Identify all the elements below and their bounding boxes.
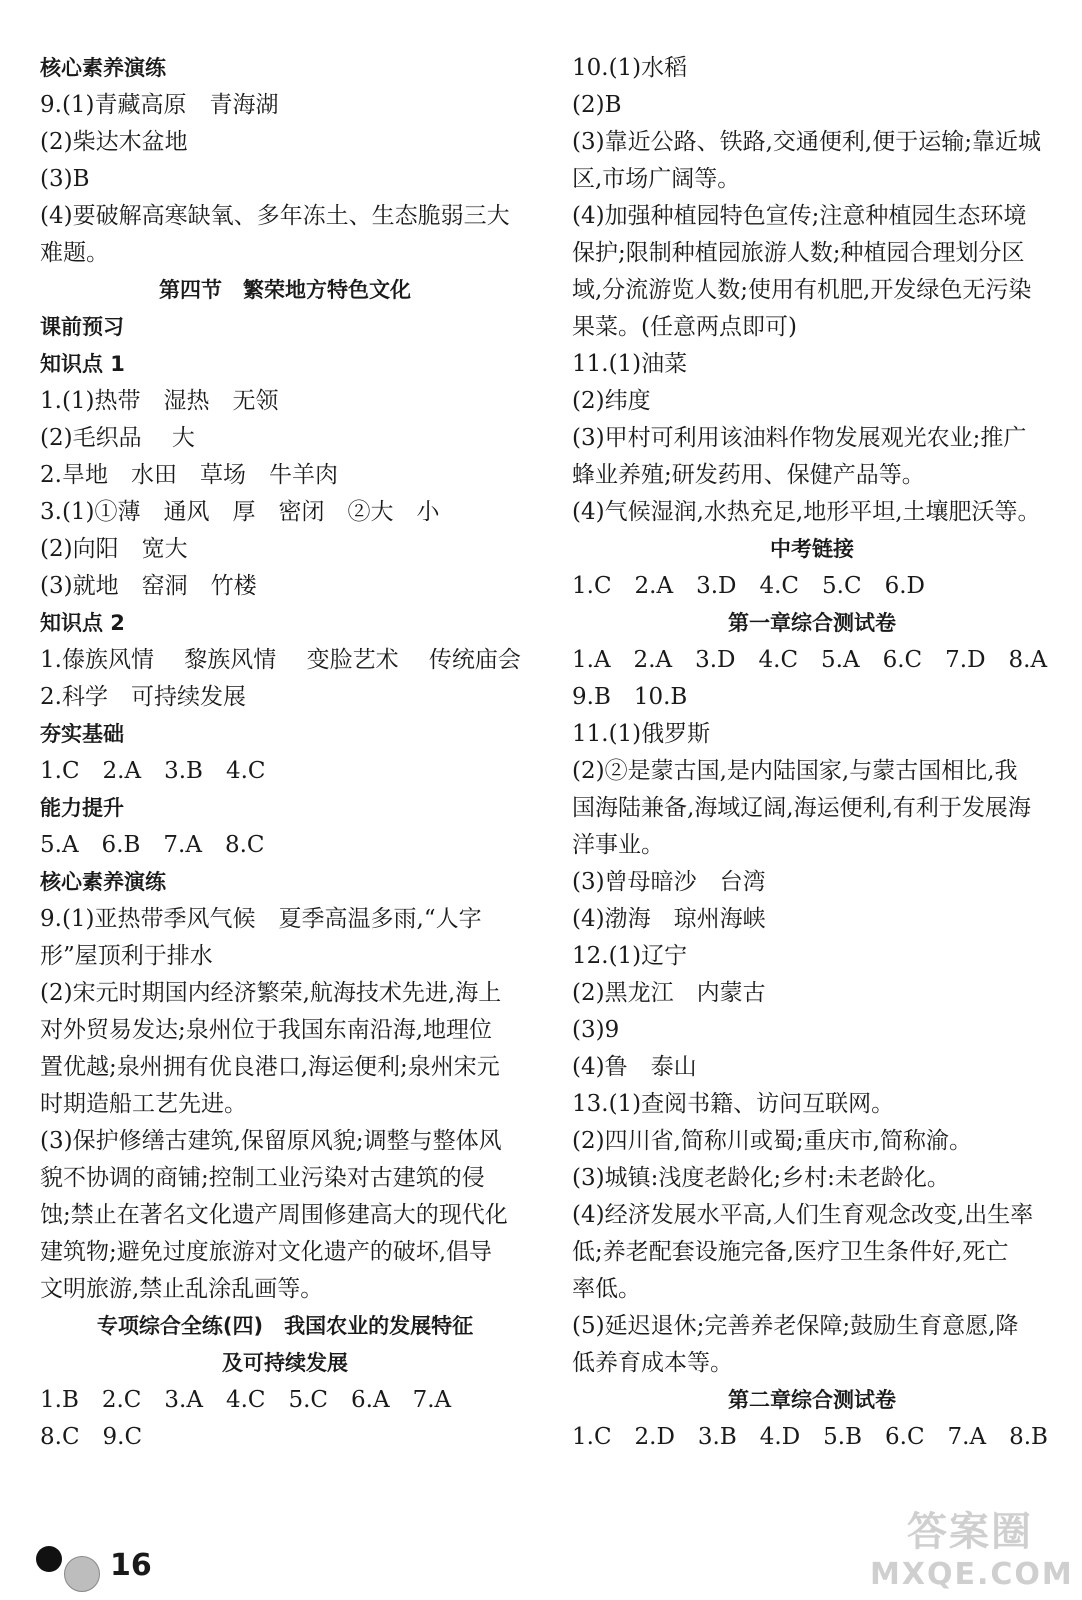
section-heading: 知识点 2 xyxy=(40,611,125,635)
answer-line: (3)就地 窑洞 竹楼 xyxy=(40,573,257,599)
answer-line: (3)靠近公路、铁路,交通便利,便于运输;靠近城 xyxy=(572,129,1041,155)
answer-line: 貌不协调的商铺;控制工业污染对古建筑的侵 xyxy=(40,1165,485,1191)
section-heading: 专项综合全练(四) 我国农业的发展特征 xyxy=(96,1314,474,1338)
answer-line: 建筑物;避免过度旅游对文化遗产的破坏,倡导 xyxy=(40,1239,493,1265)
answer-line: 10.(1)水稻 xyxy=(572,55,688,81)
answer-line: (3)城镇:浅度老龄化;乡村:未老龄化。 xyxy=(572,1165,950,1191)
answer-line: (3)甲村可利用该油料作物发展观光农业;推广 xyxy=(572,425,1027,451)
section-heading: 第四节 繁荣地方特色文化 xyxy=(159,278,411,302)
watermark-text-bottom: MXQE.COM xyxy=(870,1557,1074,1592)
answer-line: (4)鲁 泰山 xyxy=(572,1054,697,1080)
answer-line: 9.(1)亚热带季风气候 夏季高温多雨,“人字 xyxy=(40,906,482,932)
section-heading: 中考链接 xyxy=(770,537,854,561)
answer-line: (2)四川省,简称川或蜀;重庆市,简称渝。 xyxy=(572,1128,972,1154)
page-number: 16 xyxy=(110,1548,152,1583)
answer-line: (4)经济发展水平高,人们生育观念改变,出生率 xyxy=(572,1202,1034,1228)
answer-line: (2)纬度 xyxy=(572,388,651,414)
answer-line: 1.A 2.A 3.D 4.C 5.A 6.C 7.D 8.A xyxy=(572,647,1048,673)
page-badge-icon xyxy=(64,1556,100,1592)
answer-line: (3)9 xyxy=(572,1017,620,1043)
answer-line: (3)B xyxy=(40,166,90,192)
left-column xyxy=(40,50,530,1456)
answer-line: 蚀;禁止在著名文化遗产周围修建高大的现代化 xyxy=(40,1202,508,1228)
answer-line: (4)渤海 琼州海峡 xyxy=(572,906,766,932)
answer-line: 蜂业养殖;研发药用、保健产品等。 xyxy=(572,462,925,488)
answer-line: 区,市场广阔等。 xyxy=(572,166,741,192)
answer-line: (4)加强种植园特色宣传;注意种植园生态环境 xyxy=(572,203,1027,229)
answer-line: 8.C 9.C xyxy=(40,1424,143,1450)
answer-line: (4)要破解高寒缺氧、多年冻土、生态脆弱三大 xyxy=(40,203,510,229)
section-heading: 及可持续发展 xyxy=(222,1351,348,1375)
answer-line: 低;养老配套设施完备,医疗卫生条件好,死亡 xyxy=(572,1239,1009,1265)
answer-line: (3)保护修缮古建筑,保留原风貌;调整与整体风 xyxy=(40,1128,502,1154)
answer-line: (2)毛织品 大 xyxy=(40,425,195,451)
answer-line: 1.C 2.D 3.B 4.D 5.B 6.C 7.A 8.B xyxy=(572,1424,1048,1450)
section-heading: 核心素养演练 xyxy=(40,56,166,80)
answer-line: 1.C 2.A 3.B 4.C xyxy=(40,758,266,784)
answer-line: 保护;限制种植园旅游人数;种植园合理划分区 xyxy=(572,240,1025,266)
section-heading: 知识点 1 xyxy=(40,352,125,376)
answer-line: 1.B 2.C 3.A 4.C 5.C 6.A 7.A xyxy=(40,1387,452,1413)
answer-line: 国海陆兼备,海域辽阔,海运便利,有利于发展海 xyxy=(572,795,1031,821)
answer-line: 9.B 10.B xyxy=(572,684,688,710)
answer-line: 果菜。(任意两点即可) xyxy=(572,314,797,340)
answer-line: 1.C 2.A 3.D 4.C 5.C 6.D xyxy=(572,573,925,599)
watermark-logo xyxy=(870,1500,1074,1595)
section-heading: 第一章综合测试卷 xyxy=(728,611,896,635)
section-heading: 核心素养演练 xyxy=(40,870,166,894)
answer-line: 率低。 xyxy=(572,1276,641,1302)
answer-line: 域,分流游览人数;使用有机肥,开发绿色无污染 xyxy=(572,277,1032,303)
answer-line: 12.(1)辽宁 xyxy=(572,943,688,969)
page-corner-dot xyxy=(36,1546,62,1572)
answer-line: (3)曾母暗沙 台湾 xyxy=(572,869,766,895)
answer-line: 11.(1)油菜 xyxy=(572,351,688,377)
answer-line: 2.科学 可持续发展 xyxy=(40,684,246,710)
answer-line: 难题。 xyxy=(40,240,109,266)
answer-line: (2)B xyxy=(572,92,622,118)
answer-line: 5.A 6.B 7.A 8.C xyxy=(40,832,265,858)
watermark-text-top: 答案圈 xyxy=(907,1509,1033,1555)
section-heading: 课前预习 xyxy=(40,315,124,339)
answer-line: 1.傣族风情 黎族风情 变脸艺术 传统庙会 xyxy=(40,647,521,673)
answer-line: (2)向阳 宽大 xyxy=(40,536,188,562)
answer-line: 2.旱地 水田 草场 牛羊肉 xyxy=(40,462,338,488)
answer-line: (2)柴达木盆地 xyxy=(40,129,188,155)
section-heading: 夯实基础 xyxy=(40,722,124,746)
answer-line: 时期造船工艺先进。 xyxy=(40,1091,247,1117)
answer-line: 形”屋顶利于排水 xyxy=(40,943,213,969)
answer-line: 洋事业。 xyxy=(572,832,664,858)
right-column xyxy=(572,50,1052,1456)
answer-line: 9.(1)青藏高原 青海湖 xyxy=(40,92,279,118)
answer-line: 文明旅游,禁止乱涂乱画等。 xyxy=(40,1276,324,1302)
answer-line: 低养育成本等。 xyxy=(572,1350,733,1376)
answer-line: 11.(1)俄罗斯 xyxy=(572,721,711,747)
answer-line: 1.(1)热带 湿热 无领 xyxy=(40,388,279,414)
answer-line: (2)②是蒙古国,是内陆国家,与蒙古国相比,我 xyxy=(572,758,1018,784)
answer-line: (2)黑龙江 内蒙古 xyxy=(572,980,766,1006)
answer-line: (2)宋元时期国内经济繁荣,航海技术先进,海上 xyxy=(40,980,502,1006)
answer-line: 3.(1)①薄 通风 厚 密闭 ②大 小 xyxy=(40,499,440,525)
answer-line: 置优越;泉州拥有优良港口,海运便利;泉州宋元 xyxy=(40,1054,500,1080)
answer-line: 对外贸易发达;泉州位于我国东南沿海,地理位 xyxy=(40,1017,493,1043)
section-heading: 能力提升 xyxy=(40,796,124,820)
section-heading: 第二章综合测试卷 xyxy=(728,1388,896,1412)
answer-line: 13.(1)查阅书籍、访问互联网。 xyxy=(572,1091,895,1117)
answer-line: (4)气候湿润,水热充足,地形平坦,土壤肥沃等。 xyxy=(572,499,1041,525)
answer-line: (5)延迟退休;完善养老保障;鼓励生育意愿,降 xyxy=(572,1313,1019,1339)
